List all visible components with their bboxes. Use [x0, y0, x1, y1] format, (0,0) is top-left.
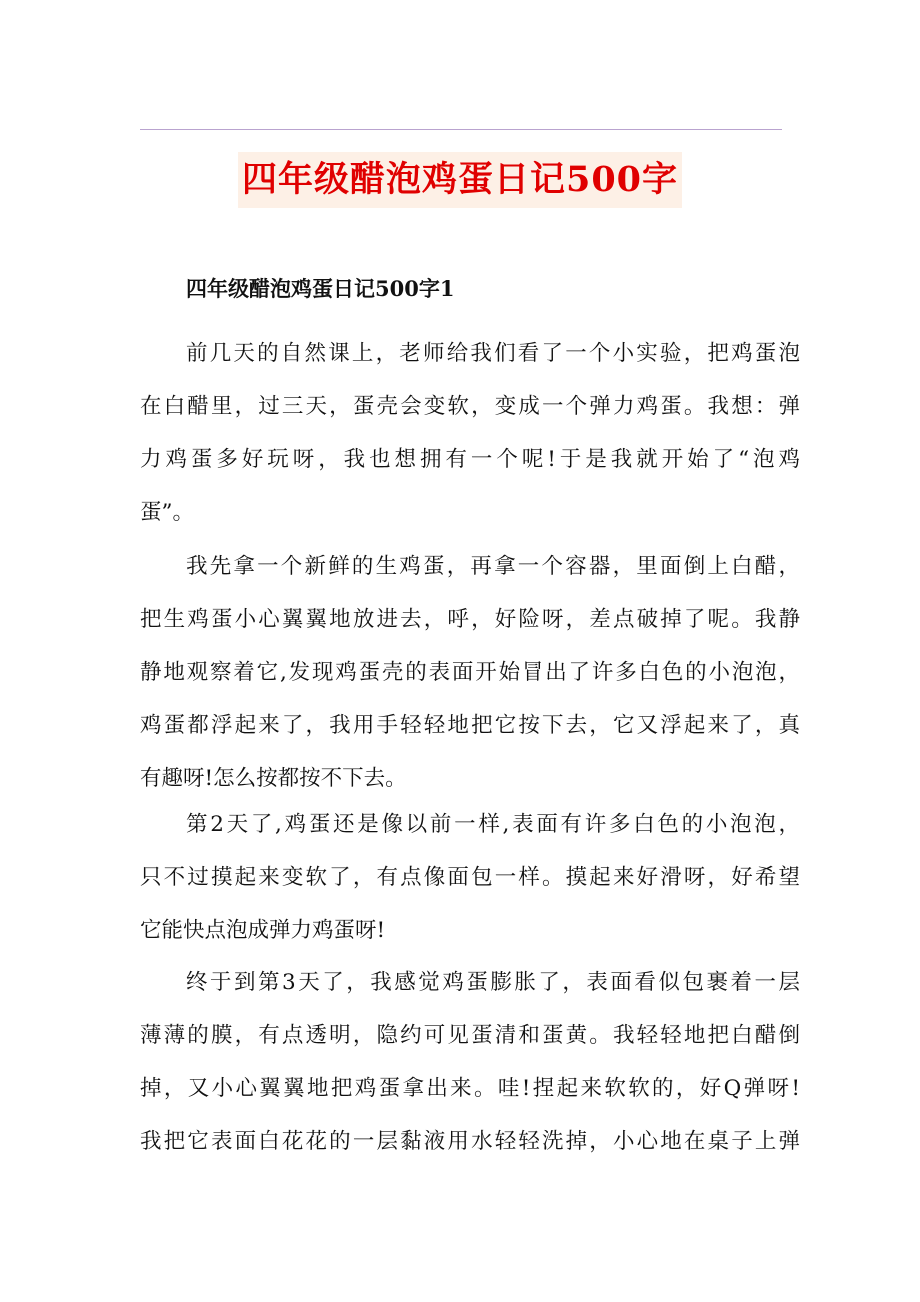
paragraph-line: 只不过摸起来变软了，有点像面包一样。摸起来好滑呀，好希望: [140, 865, 800, 890]
paragraph-2: [140, 540, 800, 805]
title-container: [0, 152, 920, 208]
paragraph-4: [140, 956, 800, 1168]
header-rule: [140, 129, 782, 130]
paragraph-line: 我把它表面白花花的一层黏液用水轻轻洗掉，小心地在桌子上弹: [140, 1129, 800, 1154]
paragraph-line: 在白醋里，过三天，蛋壳会变软，变成一个弹力鸡蛋。我想：弹: [140, 394, 800, 419]
paragraph-line: 静地观察着它,发现鸡蛋壳的表面开始冒出了许多白色的小泡泡，: [140, 660, 800, 685]
paragraph-line: 掉，又小心翼翼地把鸡蛋拿出来。哇!捏起来软软的，好Q弹呀!: [140, 1076, 800, 1101]
paragraph-line: 力鸡蛋多好玩呀，我也想拥有一个呢!于是我就开始了“泡鸡: [140, 447, 800, 472]
paragraph-line: 蛋”。: [140, 500, 194, 525]
paragraph-line: 我先拿一个新鲜的生鸡蛋，再拿一个容器，里面倒上白醋，: [186, 554, 800, 579]
paragraph-3: [140, 798, 800, 957]
paragraph-line: 有趣呀!怎么按都按不下去。: [140, 766, 407, 791]
paragraph-line: 它能快点泡成弹力鸡蛋呀!: [140, 918, 386, 943]
paragraph-line: 鸡蛋都浮起来了，我用手轻轻地把它按下去，它又浮起来了，真: [140, 713, 800, 738]
section-heading: 四年级醋泡鸡蛋日记500字1: [186, 276, 455, 301]
paragraph-1: [140, 327, 800, 539]
paragraph-line: 薄薄的膜，有点透明，隐约可见蛋清和蛋黄。我轻轻地把白醋倒: [140, 1023, 800, 1048]
paragraph-line: 第2天了,鸡蛋还是像以前一样,表面有许多白色的小泡泡，: [186, 812, 800, 837]
paragraph-line: 终于到第3天了，我感觉鸡蛋膨胀了，表面看似包裹着一层: [186, 970, 800, 995]
paragraph-line: 前几天的自然课上，老师给我们看了一个小实验，把鸡蛋泡: [186, 341, 800, 366]
document-title: 四年级醋泡鸡蛋日记500字: [238, 152, 682, 208]
paragraph-line: 把生鸡蛋小心翼翼地放进去，呼，好险呀，差点破掉了呢。我静: [140, 607, 800, 632]
